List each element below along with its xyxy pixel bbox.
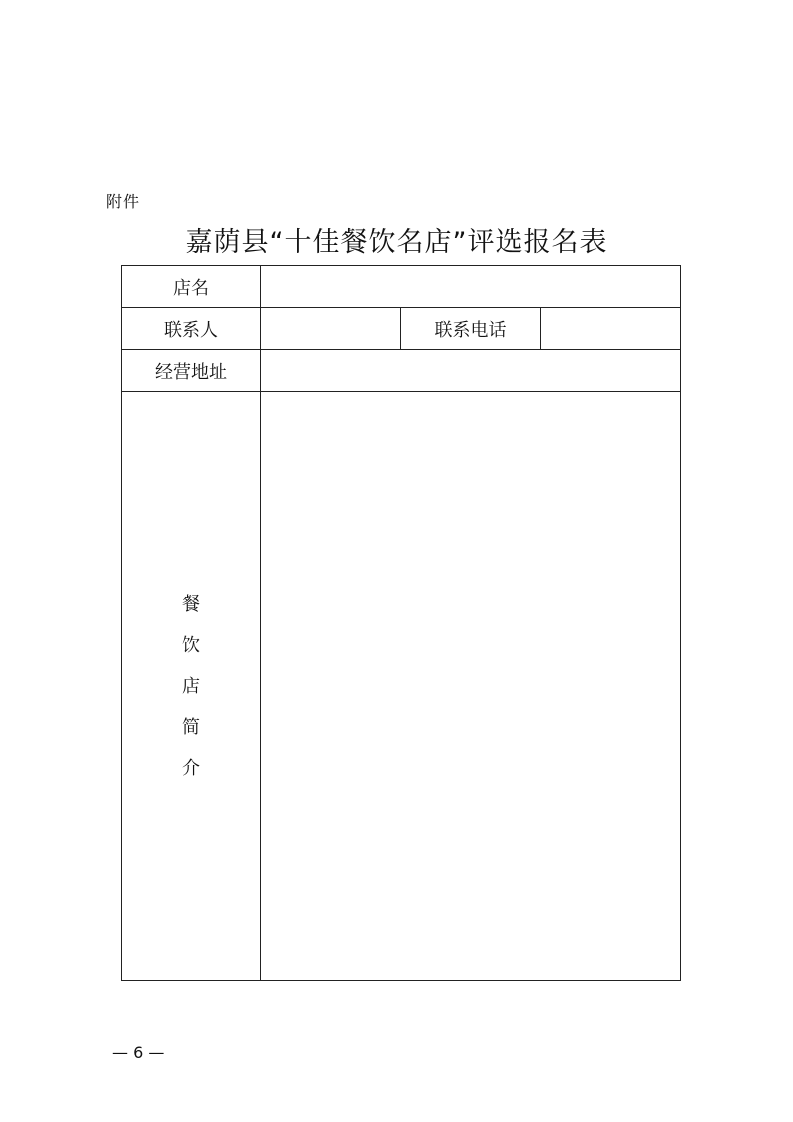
address-row	[122, 350, 681, 392]
intro-row	[122, 392, 681, 981]
contact-person-label: 联系人	[122, 308, 261, 350]
intro-field[interactable]	[261, 392, 681, 981]
address-label: 经营地址	[122, 350, 261, 392]
registration-form-table	[121, 265, 681, 981]
form-title: 嘉荫县“十佳餐饮名店”评选报名表	[185, 227, 608, 258]
contact-person-field[interactable]	[261, 308, 401, 350]
attachment-label: 附件	[106, 192, 141, 211]
intro-label-cell	[122, 392, 261, 981]
contact-phone-label: 联系电话	[401, 308, 541, 350]
store-name-row	[122, 266, 681, 308]
page-number: — 6 —	[112, 1043, 165, 1062]
address-field[interactable]	[261, 350, 681, 392]
store-name-field[interactable]	[261, 266, 681, 308]
store-name-label: 店名	[122, 266, 261, 308]
contact-phone-field[interactable]	[541, 308, 681, 350]
contact-row	[122, 308, 681, 350]
intro-label: 餐饮店简介	[182, 593, 200, 779]
